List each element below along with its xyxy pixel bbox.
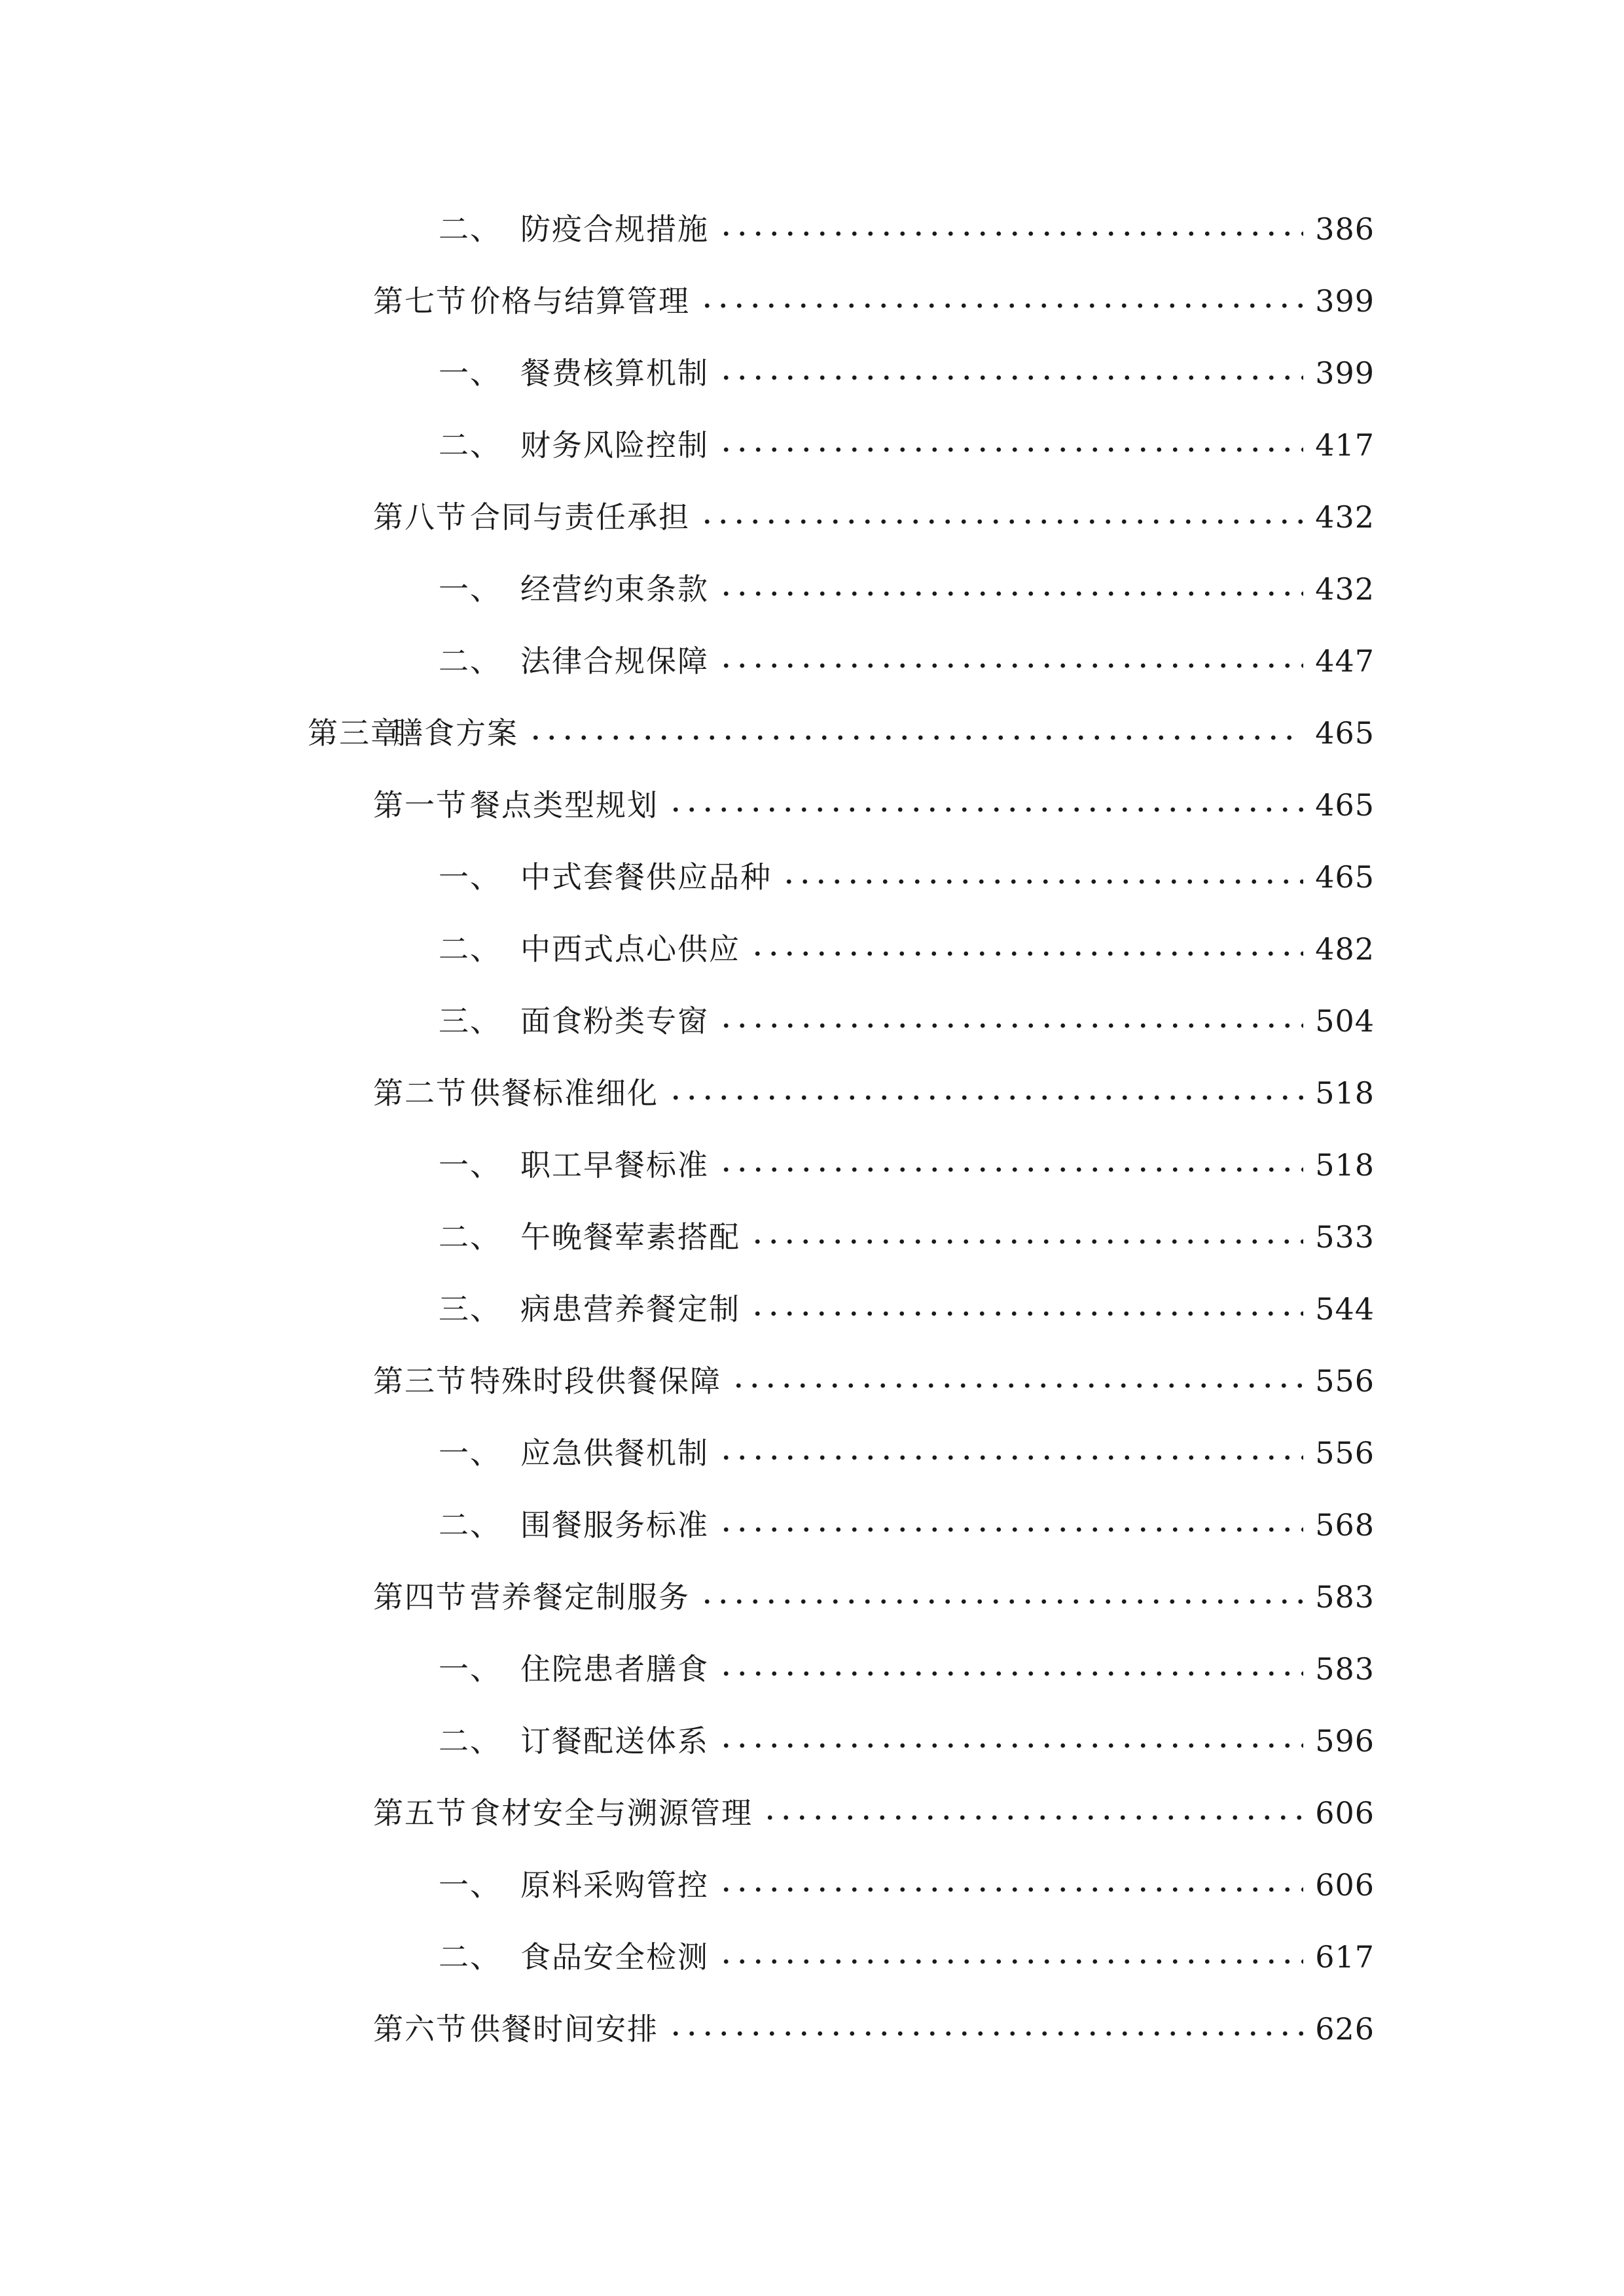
toc-entry-title: 中西式点心供应	[520, 931, 740, 967]
dot-leader	[718, 1139, 1303, 1191]
toc-entry-title: 面食粉类专窗	[520, 1003, 709, 1039]
toc-entry-number: 一、	[439, 571, 501, 607]
toc-entry-number: 第五节	[373, 1795, 467, 1831]
toc-entry-page: 596	[1315, 1723, 1375, 1759]
toc-entry-title: 职工早餐标准	[520, 1147, 709, 1183]
toc-entry-number: 三、	[439, 1291, 501, 1327]
toc-entry-number: 第八节	[373, 499, 467, 535]
toc-entry-page: 518	[1315, 1075, 1375, 1111]
dot-leader	[718, 347, 1303, 399]
dot-leader	[668, 2003, 1303, 2055]
toc-entry-title: 法律合规保障	[520, 643, 709, 679]
toc-entry-page: 606	[1315, 1795, 1375, 1831]
toc-entry-title: 供餐标准细化	[470, 1075, 659, 1111]
toc-entry[interactable]	[439, 1283, 1375, 1335]
toc-entry-page: 556	[1315, 1363, 1375, 1399]
toc-entry-title: 应急供餐机制	[520, 1435, 709, 1471]
toc-entry-title: 午晚餐荤素搭配	[520, 1219, 740, 1255]
toc-entry[interactable]	[439, 1931, 1375, 1983]
toc-entry-number: 第三章	[308, 715, 402, 751]
toc-entry-title: 住院患者膳食	[520, 1651, 709, 1687]
toc-entry[interactable]	[439, 995, 1375, 1047]
toc-entry-page: 465	[1315, 787, 1375, 823]
toc-entry-number: 二、	[439, 1219, 501, 1255]
toc-entry-title: 价格与结算管理	[470, 283, 690, 319]
dot-leader	[718, 1427, 1303, 1479]
dot-leader	[668, 779, 1303, 831]
toc-entry[interactable]	[439, 1715, 1375, 1767]
toc-entry-number: 一、	[439, 355, 501, 391]
toc-entry-number: 一、	[439, 1651, 501, 1687]
toc-entry[interactable]	[439, 1643, 1375, 1695]
toc-entry-number: 三、	[439, 1003, 501, 1039]
toc-entry-title: 餐费核算机制	[520, 355, 709, 391]
toc-entry-number: 二、	[439, 1939, 501, 1975]
toc-entry[interactable]	[373, 2003, 1375, 2055]
toc-entry[interactable]	[308, 707, 1375, 759]
toc-entry-page: 432	[1315, 571, 1375, 607]
toc-entry-page: 544	[1315, 1291, 1375, 1327]
toc-entry-number: 第七节	[373, 283, 467, 319]
toc-entry-title: 食材安全与溯源管理	[470, 1795, 753, 1831]
toc-entry-number: 第三节	[373, 1363, 467, 1399]
toc-entry-title: 餐点类型规划	[470, 787, 659, 823]
toc-entry-page: 465	[1315, 715, 1375, 751]
toc-entry[interactable]	[439, 419, 1375, 471]
toc-entry-title: 特殊时段供餐保障	[470, 1363, 721, 1399]
toc-entry-number: 二、	[439, 1723, 501, 1759]
toc-entry-number: 一、	[439, 1867, 501, 1903]
toc-entry[interactable]	[373, 1787, 1375, 1839]
dot-leader	[718, 635, 1303, 687]
toc-entry-number: 第一节	[373, 787, 467, 823]
toc-entry-number: 二、	[439, 1507, 501, 1543]
toc-entry-page: 626	[1315, 2011, 1375, 2047]
toc-entry-number: 第二节	[373, 1075, 467, 1111]
toc-entry-number: 二、	[439, 643, 501, 679]
dot-leader	[749, 923, 1303, 975]
toc-entry[interactable]	[439, 1139, 1375, 1191]
toc-entry-title: 围餐服务标准	[520, 1507, 709, 1543]
toc-entry[interactable]	[373, 779, 1375, 831]
dot-leader	[718, 1715, 1303, 1767]
toc-entry-number: 第六节	[373, 2011, 467, 2047]
dot-leader	[749, 1211, 1303, 1263]
toc-entry-title: 财务风险控制	[520, 427, 709, 463]
dot-leader	[718, 1931, 1303, 1983]
toc-entry[interactable]	[439, 563, 1375, 615]
toc-entry-title: 中式套餐供应品种	[520, 859, 772, 895]
toc-entry-page: 447	[1315, 643, 1375, 679]
dot-leader	[528, 707, 1303, 759]
toc-entry-page: 386	[1315, 211, 1375, 247]
toc-entry-page: 465	[1315, 859, 1375, 895]
dot-leader	[718, 995, 1303, 1047]
toc-entry-number: 第四节	[373, 1579, 467, 1615]
dot-leader	[718, 1643, 1303, 1695]
toc-entry-page: 482	[1315, 931, 1375, 967]
toc-entry-page: 606	[1315, 1867, 1375, 1903]
toc-entry-number: 一、	[439, 1147, 501, 1183]
dot-leader	[718, 203, 1303, 255]
toc-entry[interactable]	[439, 851, 1375, 903]
toc-entry[interactable]	[439, 1427, 1375, 1479]
toc-entry-number: 一、	[439, 859, 501, 895]
dot-leader	[718, 1859, 1303, 1911]
dot-leader	[699, 275, 1303, 327]
toc-entry-number: 一、	[439, 1435, 501, 1471]
toc-entry[interactable]	[439, 1859, 1375, 1911]
toc-entry-number: 二、	[439, 931, 501, 967]
dot-leader	[699, 1571, 1303, 1623]
toc-entry[interactable]	[373, 1067, 1375, 1119]
toc-entry-page: 583	[1315, 1579, 1375, 1615]
dot-leader	[718, 1499, 1303, 1551]
toc-entry[interactable]	[373, 275, 1375, 327]
toc-entry-title: 防疫合规措施	[520, 211, 709, 247]
dot-leader	[731, 1355, 1303, 1407]
toc-entry[interactable]	[439, 1499, 1375, 1551]
toc-entry[interactable]	[439, 1211, 1375, 1263]
toc-entry-title: 合同与责任承担	[470, 499, 690, 535]
toc-entry[interactable]	[373, 1571, 1375, 1623]
toc-entry-title: 食品安全检测	[520, 1939, 709, 1975]
toc-entry-number: 二、	[439, 211, 501, 247]
toc-entry-title: 供餐时间安排	[470, 2011, 659, 2047]
toc-entry-number: 二、	[439, 427, 501, 463]
toc-entry-title: 经营约束条款	[520, 571, 709, 607]
dot-leader	[718, 419, 1303, 471]
toc-entry-page: 533	[1315, 1219, 1375, 1255]
toc-entry-title: 订餐配送体系	[520, 1723, 709, 1759]
toc-entry-page: 518	[1315, 1147, 1375, 1183]
dot-leader	[749, 1283, 1303, 1335]
toc-entry-page: 504	[1315, 1003, 1375, 1039]
dot-leader	[762, 1787, 1303, 1839]
toc-entry[interactable]	[439, 923, 1375, 975]
toc-entry-page: 399	[1315, 355, 1375, 391]
toc-entry-title: 营养餐定制服务	[470, 1579, 690, 1615]
dot-leader	[718, 563, 1303, 615]
toc-entry-page: 556	[1315, 1435, 1375, 1471]
toc-entry[interactable]	[439, 635, 1375, 687]
dot-leader	[668, 1067, 1303, 1119]
toc-entry-page: 417	[1315, 427, 1375, 463]
toc-entry-title: 原料采购管控	[520, 1867, 709, 1903]
dot-leader	[781, 851, 1303, 903]
toc-entry-page: 432	[1315, 499, 1375, 535]
toc-entry[interactable]	[373, 491, 1375, 543]
toc-entry-page: 583	[1315, 1651, 1375, 1687]
toc-entry-page: 568	[1315, 1507, 1375, 1543]
toc-entry[interactable]	[373, 1355, 1375, 1407]
toc-entry[interactable]	[439, 347, 1375, 399]
toc-entry-page: 617	[1315, 1939, 1375, 1975]
toc-entry-title: 膳食方案	[393, 715, 518, 751]
toc-entry-page: 399	[1315, 283, 1375, 319]
toc-entry-title: 病患营养餐定制	[520, 1291, 740, 1327]
dot-leader	[699, 491, 1303, 543]
toc-entry[interactable]	[439, 203, 1375, 255]
